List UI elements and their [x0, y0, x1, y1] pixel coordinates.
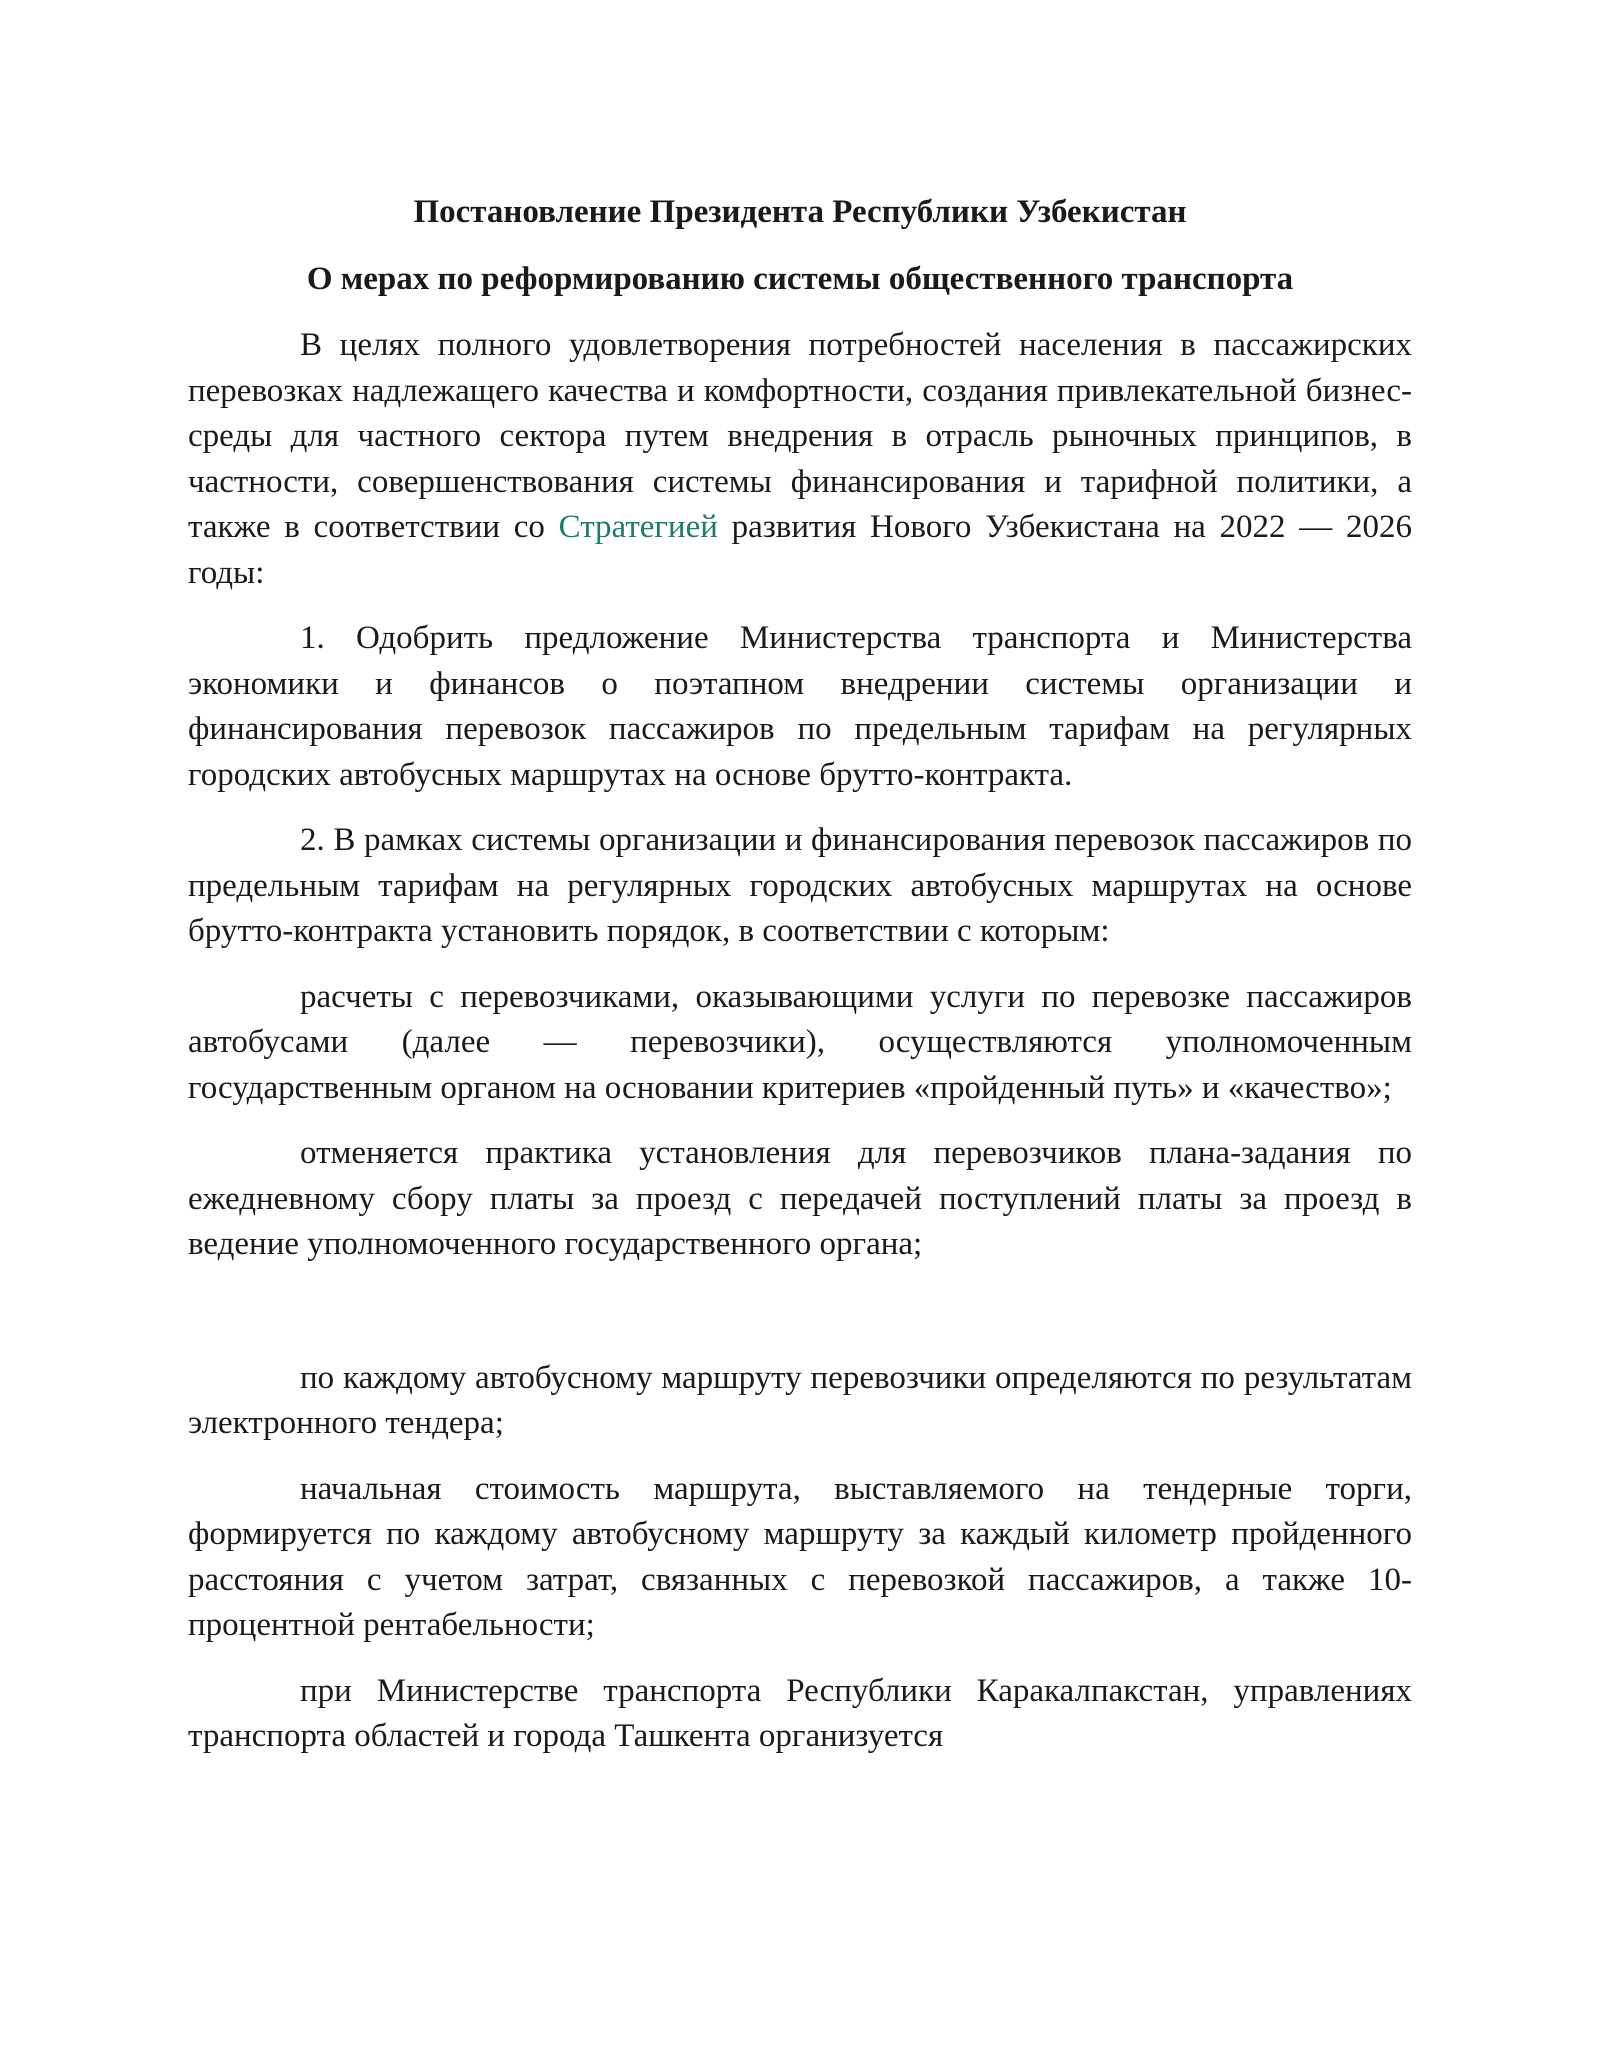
paragraph-2: 2. В рамках системы организации и финансирования перевозок пассажиров по предельным тарифам на регулярных городских автобусных маршрутах на основе брутто-контракта установить порядок, в соответствии с которым:	[188, 822, 1412, 949]
paragraph-3: расчеты с перевозчиками, оказывающими услуги по перевозке пассажиров автобусами (далее — перевозчики), осуществляются уполномоченным государственным органом на основании критериев «пройденный путь» и «качество»;	[188, 978, 1412, 1106]
strategy-link[interactable]: Стратегией	[558, 509, 718, 545]
paragraph-6: начальная стоимость маршрута, выставляемого на тендерные торги, формируется по каждому автобусному маршруту за каждый километр пройденного расстояния с учетом затрат, связанных с перевозкой пассажиров, а также 10-процентной рентабельности;	[188, 1470, 1412, 1643]
document-subtitle: О мерах по реформированию системы общественного транспорта	[306, 261, 1294, 297]
paragraph-5: по каждому автобусному маршруту перевозчики определяются по результатам электронного тендера;	[188, 1359, 1412, 1441]
document-title: Постановление Президента Республики Узбекистан	[413, 194, 1187, 230]
intro-text-before: В целях полного удовлетворения потребностей населения в пассажирских перевозках надлежащего качества и комфортности, создания привлекательной бизнес-среды для частного сектора путем внедрения в отрасль рыночных принципов, в частности, совершенствования системы финансирования и тарифной политики, а также в соответствии со	[188, 327, 1412, 545]
paragraph-4: отменяется практика установления для перевозчиков плана-задания по ежедневному сбору платы за проезд с передачей поступлений платы за проезд в ведение уполномоченного государственного органа;	[188, 1135, 1412, 1262]
intro-text-after: развития Нового Узбекистана на 2022 — 2026 годы:	[188, 509, 1412, 591]
document-page	[188, 190, 1412, 1780]
intro-paragraph	[188, 323, 1412, 596]
paragraph-1: 1. Одобрить предложение Министерства транспорта и Министерства экономики и финансов о поэтапном внедрении системы организации и финансирования перевозок пассажиров по предельным тарифам на регулярных городских автобусных маршрутах на основе брутто-контракта.	[188, 620, 1412, 793]
paragraph-7: при Министерстве транспорта Республики Каракалпакстан, управлениях транспорта областей и города Ташкента организуется	[188, 1672, 1412, 1754]
